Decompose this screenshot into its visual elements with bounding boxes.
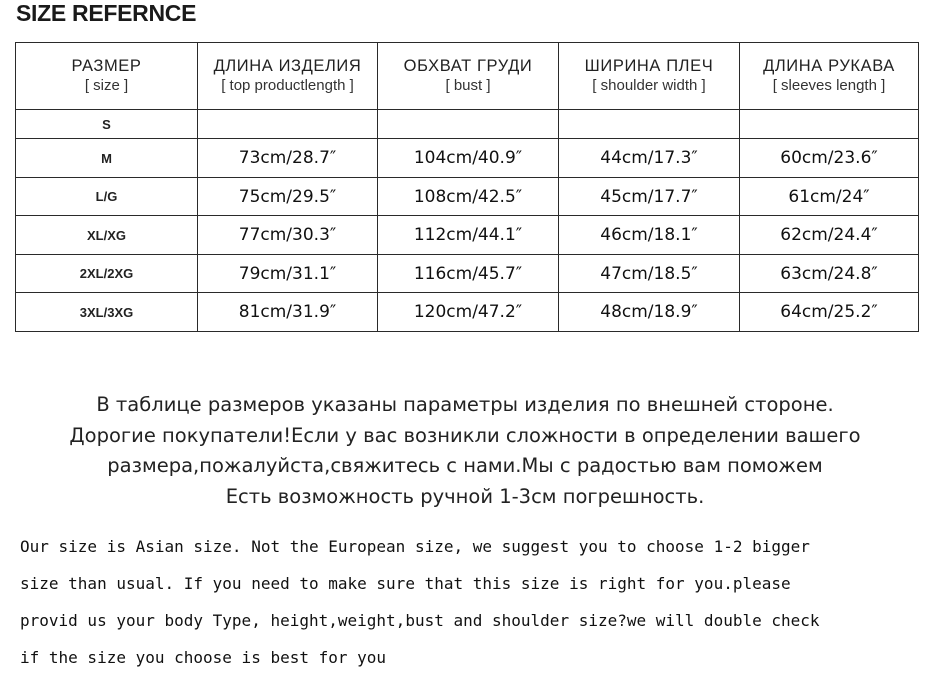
cell-bust: 112cm/44.1″	[378, 216, 559, 255]
header-length-ru: ДЛИНА ИЗДЕЛИЯ	[213, 57, 362, 76]
russian-notes	[0, 390, 930, 512]
header-shoulder-ru: ШИРИНА ПЛЕЧ	[584, 57, 714, 76]
header-length-en: [ top productlength ]	[221, 76, 354, 94]
header-sleeve-ru: ДЛИНА РУКАВА	[763, 57, 895, 76]
cell-size: XL/XG	[16, 216, 198, 255]
header-shoulder	[559, 43, 740, 110]
cell-sleeve: 63cm/24.8″	[740, 254, 919, 293]
cell-length: 77cm/30.3″	[198, 216, 378, 255]
cell-sleeve: 61cm/24″	[740, 177, 919, 216]
header-bust-en: [ bust ]	[445, 76, 491, 94]
table-row	[16, 139, 919, 178]
cell-sleeve: 62cm/24.4″	[740, 216, 919, 255]
russian-note-line: размера,пожалуйста,свяжитесь с нами.Мы с радостью вам поможем	[107, 454, 823, 477]
cell-sleeve: 64cm/25.2″	[740, 293, 919, 332]
cell-size: S	[16, 110, 198, 139]
english-notes	[20, 528, 920, 676]
cell-shoulder: 47cm/18.5″	[559, 254, 740, 293]
cell-size: L/G	[16, 177, 198, 216]
header-sleeve-en: [ sleeves length ]	[772, 76, 886, 94]
russian-note-line: Дорогие покупатели!Если у вас возникли сложности в определении вашего	[69, 423, 861, 447]
header-length	[198, 43, 378, 110]
cell-bust: 116cm/45.7″	[378, 254, 559, 293]
cell-shoulder: 46cm/18.1″	[559, 216, 740, 255]
cell-length: 79cm/31.1″	[198, 254, 378, 293]
cell-sleeve: 60cm/23.6″	[740, 139, 919, 178]
table-header-row	[16, 43, 919, 110]
header-bust-ru: ОБХВАТ ГРУДИ	[403, 57, 533, 76]
header-shoulder-en: [ shoulder width ]	[592, 76, 706, 94]
cell-length: 73cm/28.7″	[198, 139, 378, 178]
page-title: SIZE REFERNCE	[16, 0, 197, 26]
header-size-ru: РАЗМЕР	[71, 57, 142, 76]
cell-sleeve	[740, 110, 919, 139]
russian-note-line: В таблице размеров указаны параметры изделия по внешней стороне.	[96, 393, 834, 416]
cell-bust	[378, 110, 559, 139]
cell-shoulder: 44cm/17.3″	[559, 139, 740, 178]
header-sleeve	[740, 43, 919, 110]
cell-size: 3XL/3XG	[16, 293, 198, 332]
english-note-line: provid us your body Type, height,weight,bust and shoulder size?we will double check	[20, 611, 820, 630]
cell-shoulder: 45cm/17.7″	[559, 177, 740, 216]
english-note-line: if the size you choose is best for you	[20, 648, 387, 667]
table-row	[16, 216, 919, 255]
table-row	[16, 293, 919, 332]
english-note-line: Our size is Asian size. Not the European size, we suggest you to choose 1-2 bigger	[20, 537, 810, 556]
cell-length: 81cm/31.9″	[198, 293, 378, 332]
cell-size: 2XL/2XG	[16, 254, 198, 293]
header-bust	[378, 43, 559, 110]
header-size	[16, 43, 198, 110]
cell-bust: 108cm/42.5″	[378, 177, 559, 216]
russian-note-line: Есть возможность ручной 1-3см погрешность.	[225, 484, 705, 508]
cell-shoulder	[559, 110, 740, 139]
cell-length: 75cm/29.5″	[198, 177, 378, 216]
header-size-en: [ size ]	[84, 76, 129, 94]
cell-shoulder: 48cm/18.9″	[559, 293, 740, 332]
cell-length	[198, 110, 378, 139]
cell-bust: 104cm/40.9″	[378, 139, 559, 178]
cell-bust: 120cm/47.2″	[378, 293, 559, 332]
size-chart-table	[15, 42, 919, 332]
cell-size: M	[16, 139, 198, 178]
english-note-line: size than usual. If you need to make sure that this size is right for you.please	[20, 574, 791, 593]
table-row	[16, 177, 919, 216]
table-row	[16, 254, 919, 293]
table-row	[16, 110, 919, 139]
